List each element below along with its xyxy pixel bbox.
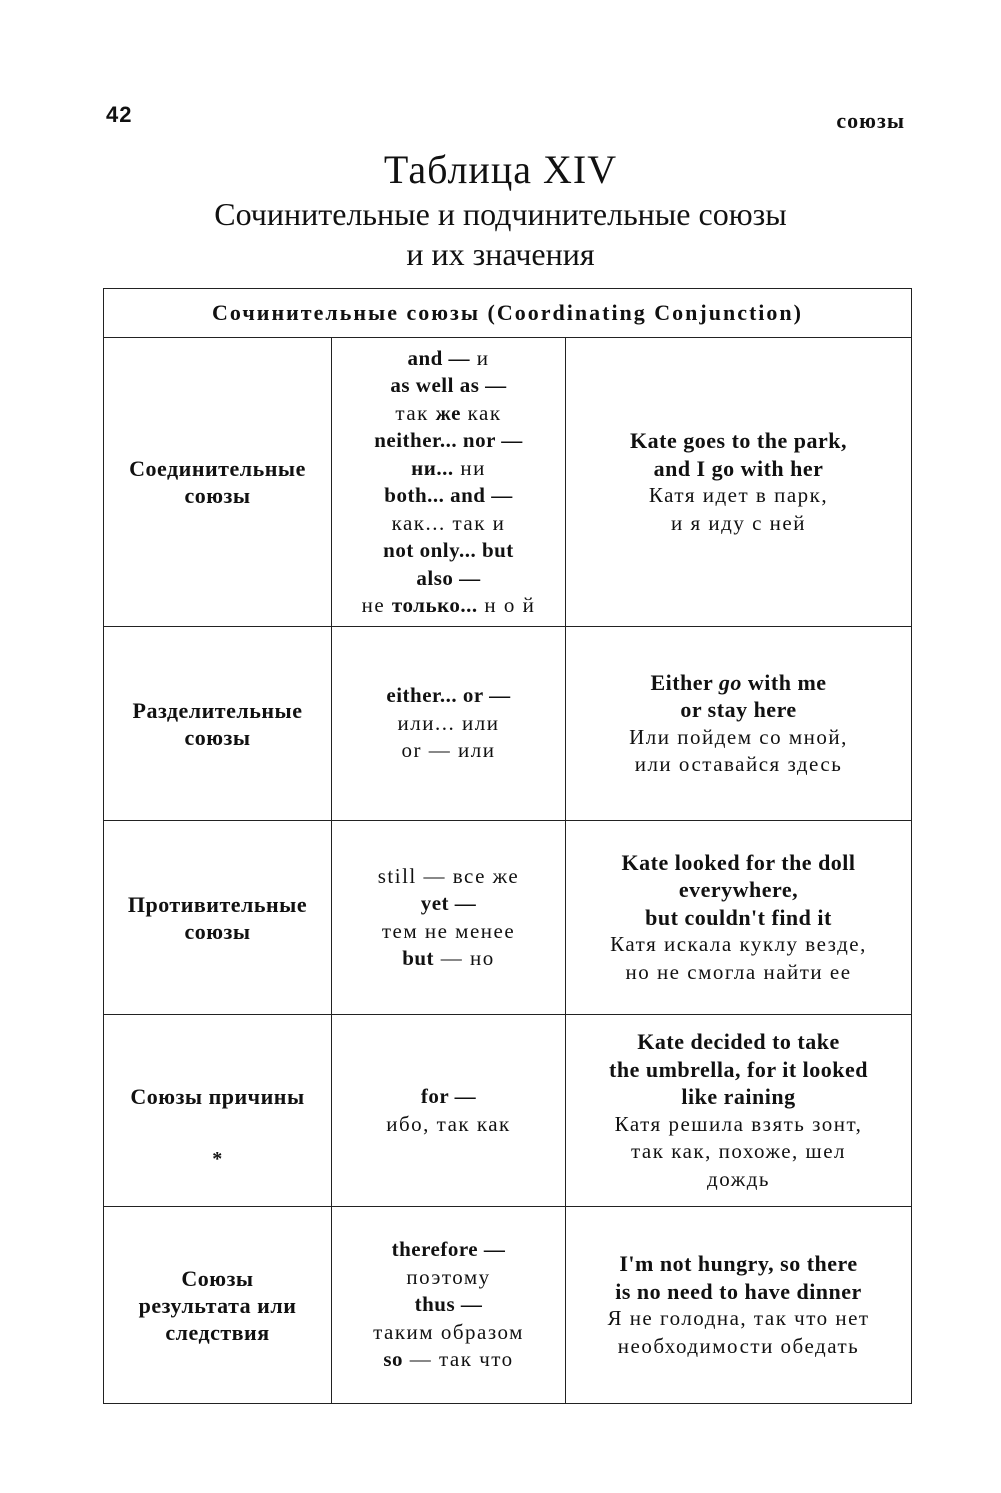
example-russian: дождь (707, 1166, 770, 1191)
conjunction-line: ибо, так как (386, 1111, 511, 1136)
asterisk-mark: * (212, 1147, 223, 1170)
conjunction-line: also — (416, 565, 481, 590)
example (566, 338, 912, 627)
example-english: like raining (681, 1084, 796, 1109)
example-russian: но не смогла найти ее (625, 959, 852, 984)
example-russian: Катя решила взять зонт, (614, 1111, 863, 1136)
table-title-line2: и их значения (406, 236, 595, 272)
conjunction-line: for — (420, 1084, 477, 1108)
example (566, 627, 912, 821)
conjunction-list (332, 821, 566, 1015)
page-number: 42 (106, 102, 133, 127)
example-russian: или оставайся здесь (634, 752, 843, 776)
conjunction-line: neither... nor — (374, 428, 523, 452)
table-row (104, 627, 912, 821)
table-title-line1: Сочинительные и подчинительные союзы (214, 196, 787, 232)
example-russian: необходимости обедать (617, 1333, 860, 1358)
title-block (0, 146, 1001, 274)
conjunction-line: still — все же (377, 863, 520, 888)
example-english: Either go with me (650, 669, 827, 695)
conjunction-line: or — или (401, 738, 496, 763)
conjunction-line: таким образом (373, 1319, 524, 1344)
conjunction-type: Разделительные союзы (104, 627, 332, 821)
table-header-row (104, 289, 912, 338)
conjunction-line: but — но (402, 946, 495, 970)
conjunction-line: not only... but (383, 538, 514, 562)
conjunction-line: тем не менее (381, 918, 516, 943)
conjunction-line: как... так и (391, 510, 506, 535)
example-english: is no need to have dinner (615, 1278, 862, 1304)
example-english: or stay here (680, 697, 797, 722)
example-english: Kate looked for the doll (621, 849, 856, 875)
table-row (104, 1207, 912, 1404)
conjunction-line: either... or — (386, 683, 511, 708)
example-russian: Я не голодна, так что нет (607, 1306, 870, 1330)
conjunctions-table (103, 288, 912, 1404)
running-head: союзы (836, 108, 905, 133)
conjunction-line: as well as — (390, 373, 507, 397)
conjunction-line: не только... н о й (361, 593, 536, 617)
example (566, 1015, 912, 1207)
conjunction-type: Союзы причины * (104, 1015, 332, 1207)
example-english: the umbrella, for it looked (609, 1056, 868, 1082)
example (566, 1207, 912, 1404)
conjunction-list (332, 627, 566, 821)
table-row (104, 1015, 912, 1207)
example-russian: и я иду с ней (671, 510, 806, 535)
example-russian: Или пойдем со мной, (629, 724, 848, 749)
conjunction-list (332, 1015, 566, 1207)
example-english: I'm not hungry, so there (619, 1251, 858, 1276)
example-english: Kate decided to take (637, 1029, 840, 1054)
conjunction-line: thus — (414, 1292, 483, 1317)
conjunction-line: and — и (407, 345, 490, 370)
table-header: Сочинительные союзы (Coordinating Conjunction) (104, 289, 912, 338)
conjunction-line: yet — (420, 891, 477, 915)
conjunction-line: так же как (395, 400, 502, 425)
example-english: but couldn't find it (645, 904, 832, 930)
conjunction-line: so — так что (383, 1347, 514, 1372)
conjunction-line: therefore — (391, 1237, 506, 1262)
conjunction-list (332, 1207, 566, 1404)
table-row (104, 338, 912, 627)
conjunction-line: или... или (397, 710, 500, 735)
example (566, 821, 912, 1015)
example-russian: так как, похоже, шел (630, 1139, 847, 1163)
conjunction-type: Соединительные союзы (104, 338, 332, 627)
example-russian: Катя искала куклу везде, (610, 932, 867, 957)
example-english: and I go with her (653, 455, 824, 481)
conjunction-type: Союзы результата или следствия (104, 1207, 332, 1404)
example-english: Kate goes to the park, (630, 428, 847, 453)
table-row (104, 821, 912, 1015)
conjunction-list (332, 338, 566, 627)
table-label: Таблица XIV (383, 147, 618, 192)
conjunction-type: Противительные союзы (104, 821, 332, 1015)
conjunction-line: both... and — (384, 483, 513, 507)
conjunction-line: ни... ни (411, 455, 486, 480)
conjunction-line: поэтому (406, 1264, 491, 1289)
example-russian: Катя идет в парк, (648, 483, 829, 507)
example-english: everywhere, (678, 877, 799, 903)
